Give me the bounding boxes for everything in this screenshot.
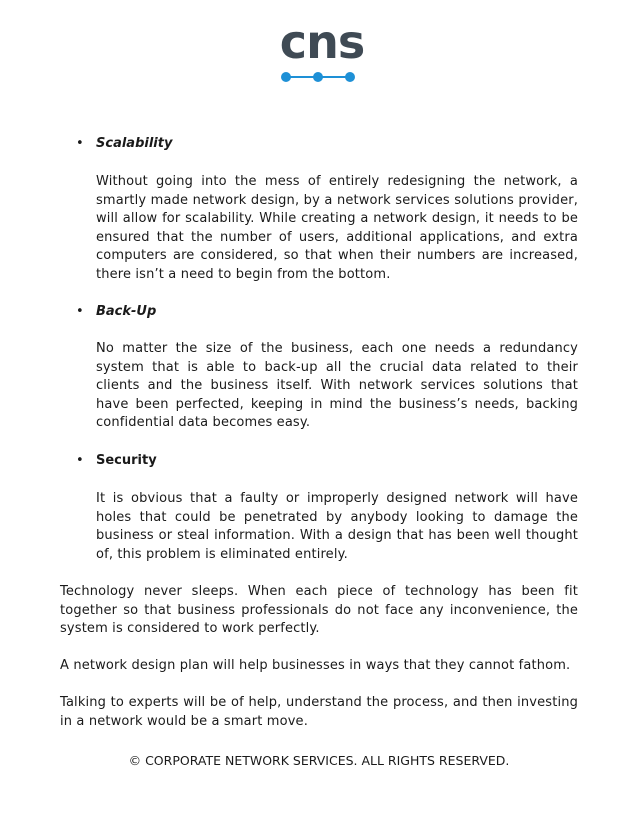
- bullet-heading-security: [76, 452, 157, 470]
- cns-logo: [274, 15, 370, 92]
- bullet-heading-scalability: [76, 135, 172, 153]
- section-body-scalability: Without going into the mess of entirely redesigning the network, a smartly made network design, by a network services solutions provider, will allow for scalability. While creating a network design, it needs to be ensured that the number of users, additional applications, and extra computers are considered, so that when their numbers are increased, there isn’t a need to begin from the bottom.: [96, 174, 578, 282]
- section-title: Back-Up: [96, 304, 157, 319]
- bullet-heading-backup: [76, 303, 156, 321]
- logo-wordmark: cns: [279, 15, 365, 69]
- bullet-icon: •: [76, 453, 84, 468]
- section-title: Scalability: [96, 136, 173, 151]
- logo-dots-icon: [274, 70, 370, 84]
- section-body-backup: No matter the size of the business, each one needs a redundancy system that is able to back-up all the crucial data related to their clients and the business itself. With network services solutions that have been perfected, keeping in mind the business’s needs, backing confidential data becomes easy.: [96, 341, 578, 430]
- paragraph-experts: Talking to experts will be of help, understand the process, and then investing in a network would be a smart move.: [60, 695, 578, 729]
- section-body-security: It is obvious that a faulty or improperly designed network will have holes that could be penetrated by anybody looking to damage the business or steal information. With a design that has been well thought of, this problem is eliminated entirely.: [96, 491, 578, 562]
- paragraph-technology: Technology never sleeps. When each piece of technology has been fit together so that business professionals do not face any inconvenience, the system is considered to work perfectly.: [60, 584, 578, 636]
- copyright-footer: © CORPORATE NETWORK SERVICES. ALL RIGHTS RESERVED.: [128, 753, 510, 768]
- paragraph-design-plan: A network design plan will help businesses in ways that they cannot fathom.: [60, 658, 571, 673]
- section-title: Security: [96, 453, 157, 468]
- bullet-icon: •: [76, 304, 84, 319]
- bullet-icon: •: [76, 136, 84, 151]
